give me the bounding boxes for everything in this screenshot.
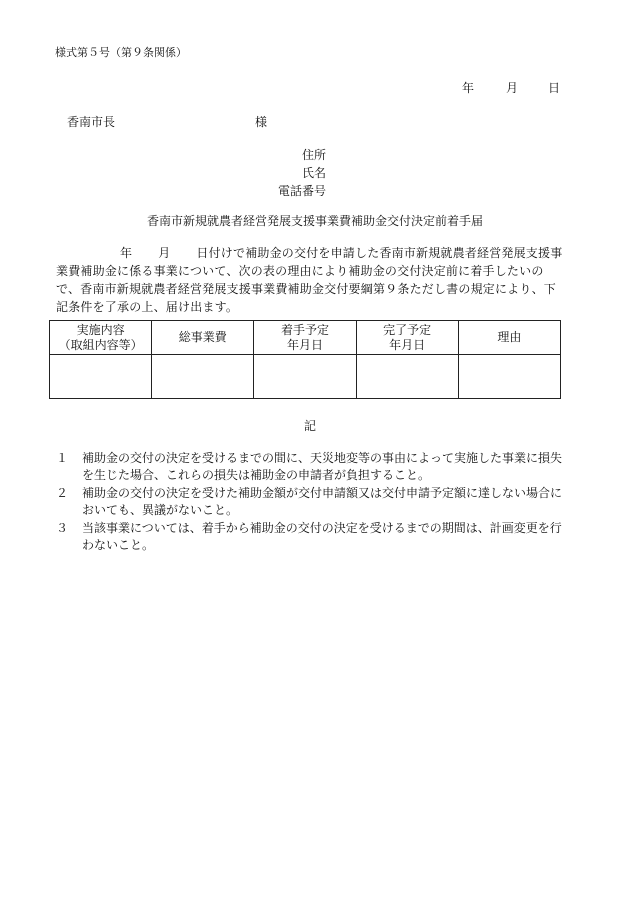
list-item bbox=[56, 485, 566, 519]
date-day: 日 bbox=[548, 81, 561, 95]
addressee-honorific: 様 bbox=[255, 115, 268, 129]
item-text: 当該事業については、着手から補助金の交付の決定を受けるまでの期間は、計画変更を行わないこと。 bbox=[82, 521, 562, 552]
item-text: 補助金の交付の決定を受けた補助金額が交付申請額又は交付申請予定額に達しない場合においても、異議がないこと。 bbox=[82, 486, 563, 517]
document-title: 香南市新規就農者経営発展支援事業費補助金交付決定前着手届 bbox=[146, 214, 483, 228]
list-item bbox=[56, 450, 566, 484]
date-month: 月 bbox=[506, 81, 519, 95]
addressee-name: 香南市長 bbox=[67, 115, 116, 129]
cell-total-cost[interactable] bbox=[152, 355, 254, 399]
body-text: 日付けで補助金の交付を申請した香南市新規就農者経営発展支援事業費補助金に係る事業について、次の表の理由により補助金の交付決定前に着手したいので、香南市新規就農者経営発展支援事業費補助金交付要綱第９条ただし書の規定により、下記条件を了承の上、届け出ます。 bbox=[56, 246, 563, 314]
ki-heading: 記 bbox=[303, 419, 316, 433]
list-item bbox=[56, 520, 566, 554]
body-paragraph bbox=[56, 244, 564, 316]
cell-end-date[interactable] bbox=[356, 355, 458, 399]
table-header-row bbox=[50, 321, 561, 355]
phone-label: 電話番号 bbox=[277, 184, 326, 198]
header-total-cost: 総事業費 bbox=[152, 321, 254, 355]
table-row bbox=[50, 355, 561, 399]
body-month: 月 bbox=[158, 246, 171, 260]
applicant-fields bbox=[266, 146, 326, 200]
cell-content[interactable] bbox=[50, 355, 152, 399]
header-end-date: 完了予定 年月日 bbox=[356, 321, 458, 355]
conditions-list bbox=[56, 450, 566, 555]
cell-reason[interactable] bbox=[458, 355, 560, 399]
body-year: 年 bbox=[120, 246, 133, 260]
header-content: 実施内容 （取組内容等） bbox=[50, 321, 152, 355]
address-label: 住所 bbox=[301, 148, 326, 162]
item-number: １ bbox=[56, 451, 69, 465]
addressee bbox=[67, 113, 268, 130]
item-number: ３ bbox=[56, 521, 69, 535]
form-number: 様式第５号（第９条関係） bbox=[55, 46, 187, 59]
header-reason: 理由 bbox=[458, 321, 560, 355]
item-number: ２ bbox=[56, 486, 69, 500]
item-text: 補助金の交付の決定を受けるまでの間に、天災地変等の事由によって実施した事業に損失を生じた場合、これらの損失は補助金の申請者が負担すること。 bbox=[82, 451, 563, 482]
header-start-date: 着手予定 年月日 bbox=[254, 321, 356, 355]
date-line bbox=[462, 79, 560, 96]
cell-start-date[interactable] bbox=[254, 355, 356, 399]
schedule-table bbox=[49, 320, 561, 399]
date-year: 年 bbox=[462, 81, 475, 95]
name-label: 氏名 bbox=[301, 166, 326, 180]
